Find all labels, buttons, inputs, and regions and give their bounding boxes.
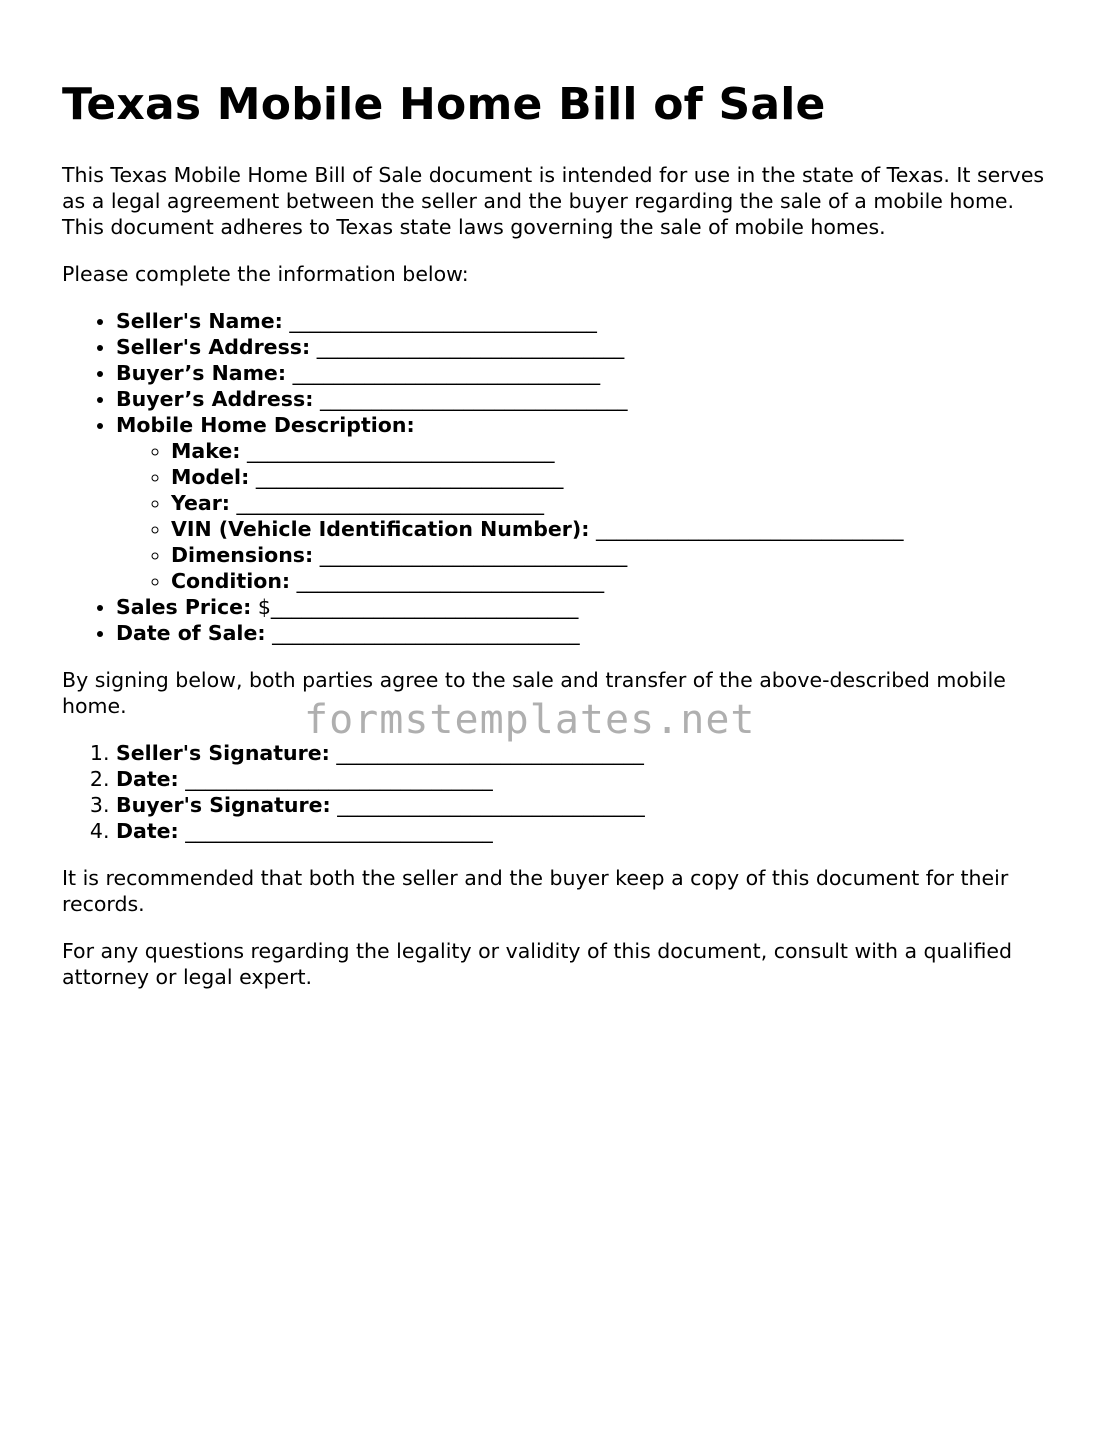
blank-line: ______________________________ (290, 569, 605, 593)
field-sales-price (116, 594, 1052, 620)
signature-list (62, 740, 1052, 844)
field-buyer-signature (116, 792, 1052, 818)
instructions-prompt: Please complete the information below: (62, 262, 469, 286)
consult-paragraph: For any questions regarding the legality or validity of this document, consult with a qualified attorney or legal expert. (62, 939, 1013, 989)
blank-line: ______________________________ (329, 741, 644, 765)
blank-line: ______________________________ (178, 767, 493, 791)
description-sublist (116, 438, 1052, 594)
field-label: Buyer’s Address: (116, 387, 314, 411)
field-seller-date (116, 766, 1052, 792)
agreement-paragraph: By signing below, both parties agree to the sale and transfer of the above-described mobile home. (62, 668, 1006, 718)
field-year (171, 490, 1052, 516)
field-label: Seller's Signature: (116, 741, 330, 765)
field-seller-address (116, 334, 1052, 360)
field-label: Year: (171, 491, 231, 515)
field-date-of-sale (116, 620, 1052, 646)
blank-line: ______________________________ (178, 819, 493, 843)
field-label: Date of Sale: (116, 621, 266, 645)
field-vin (171, 516, 1052, 542)
field-label: Buyer's Signature: (116, 793, 331, 817)
field-dimensions (171, 542, 1052, 568)
intro-paragraph: This Texas Mobile Home Bill of Sale document is intended for use in the state of Texas. It serves as a legal agreement between the seller and the buyer regarding the sale of a mobile home. This document adheres to Texas state laws governing the sale of mobile homes. (62, 163, 1045, 239)
recommendation-paragraph: It is recommended that both the seller and the buyer keep a copy of this document for their records. (62, 866, 1009, 916)
field-label: Sales Price: (116, 595, 252, 619)
blank-line: ______________________________ (313, 387, 628, 411)
field-label: Seller's Name: (116, 309, 283, 333)
field-mobile-home-description (116, 412, 1052, 594)
field-label: Condition: (171, 569, 291, 593)
field-buyer-name (116, 360, 1052, 386)
field-label: Date: (116, 767, 179, 791)
blank-line: ______________________________ (313, 543, 628, 567)
blank-line: ______________________________ (286, 361, 601, 385)
blank-line: ______________________________ (589, 517, 904, 541)
field-label: Dimensions: (171, 543, 314, 567)
blank-line: ______________________________ (330, 793, 645, 817)
field-label: VIN (Vehicle Identification Number): (171, 517, 590, 541)
field-label: Make: (171, 439, 241, 463)
blank-line: $______________________________ (251, 595, 579, 619)
field-label: Model: (171, 465, 250, 489)
field-make (171, 438, 1052, 464)
field-label: Buyer’s Name: (116, 361, 287, 385)
blank-line: ______________________________ (240, 439, 555, 463)
field-label: Mobile Home Description: (116, 413, 415, 437)
document-page (62, 78, 1052, 990)
watermark-text: formstemplates.net (304, 697, 756, 743)
blank-line: ______________________________ (310, 335, 625, 359)
blank-line: ______________________________ (282, 309, 597, 333)
blank-line: ______________________________ (265, 621, 580, 645)
blank-line: ______________________________ (230, 491, 545, 515)
blank-line: ______________________________ (249, 465, 564, 489)
field-model (171, 464, 1052, 490)
field-buyer-address (116, 386, 1052, 412)
document-title: Texas Mobile Home Bill of Sale (62, 79, 826, 130)
field-condition (171, 568, 1052, 594)
field-buyer-date (116, 818, 1052, 844)
field-seller-name (116, 308, 1052, 334)
field-label: Date: (116, 819, 179, 843)
field-label: Seller's Address: (116, 335, 311, 359)
sale-details-list (62, 308, 1052, 646)
